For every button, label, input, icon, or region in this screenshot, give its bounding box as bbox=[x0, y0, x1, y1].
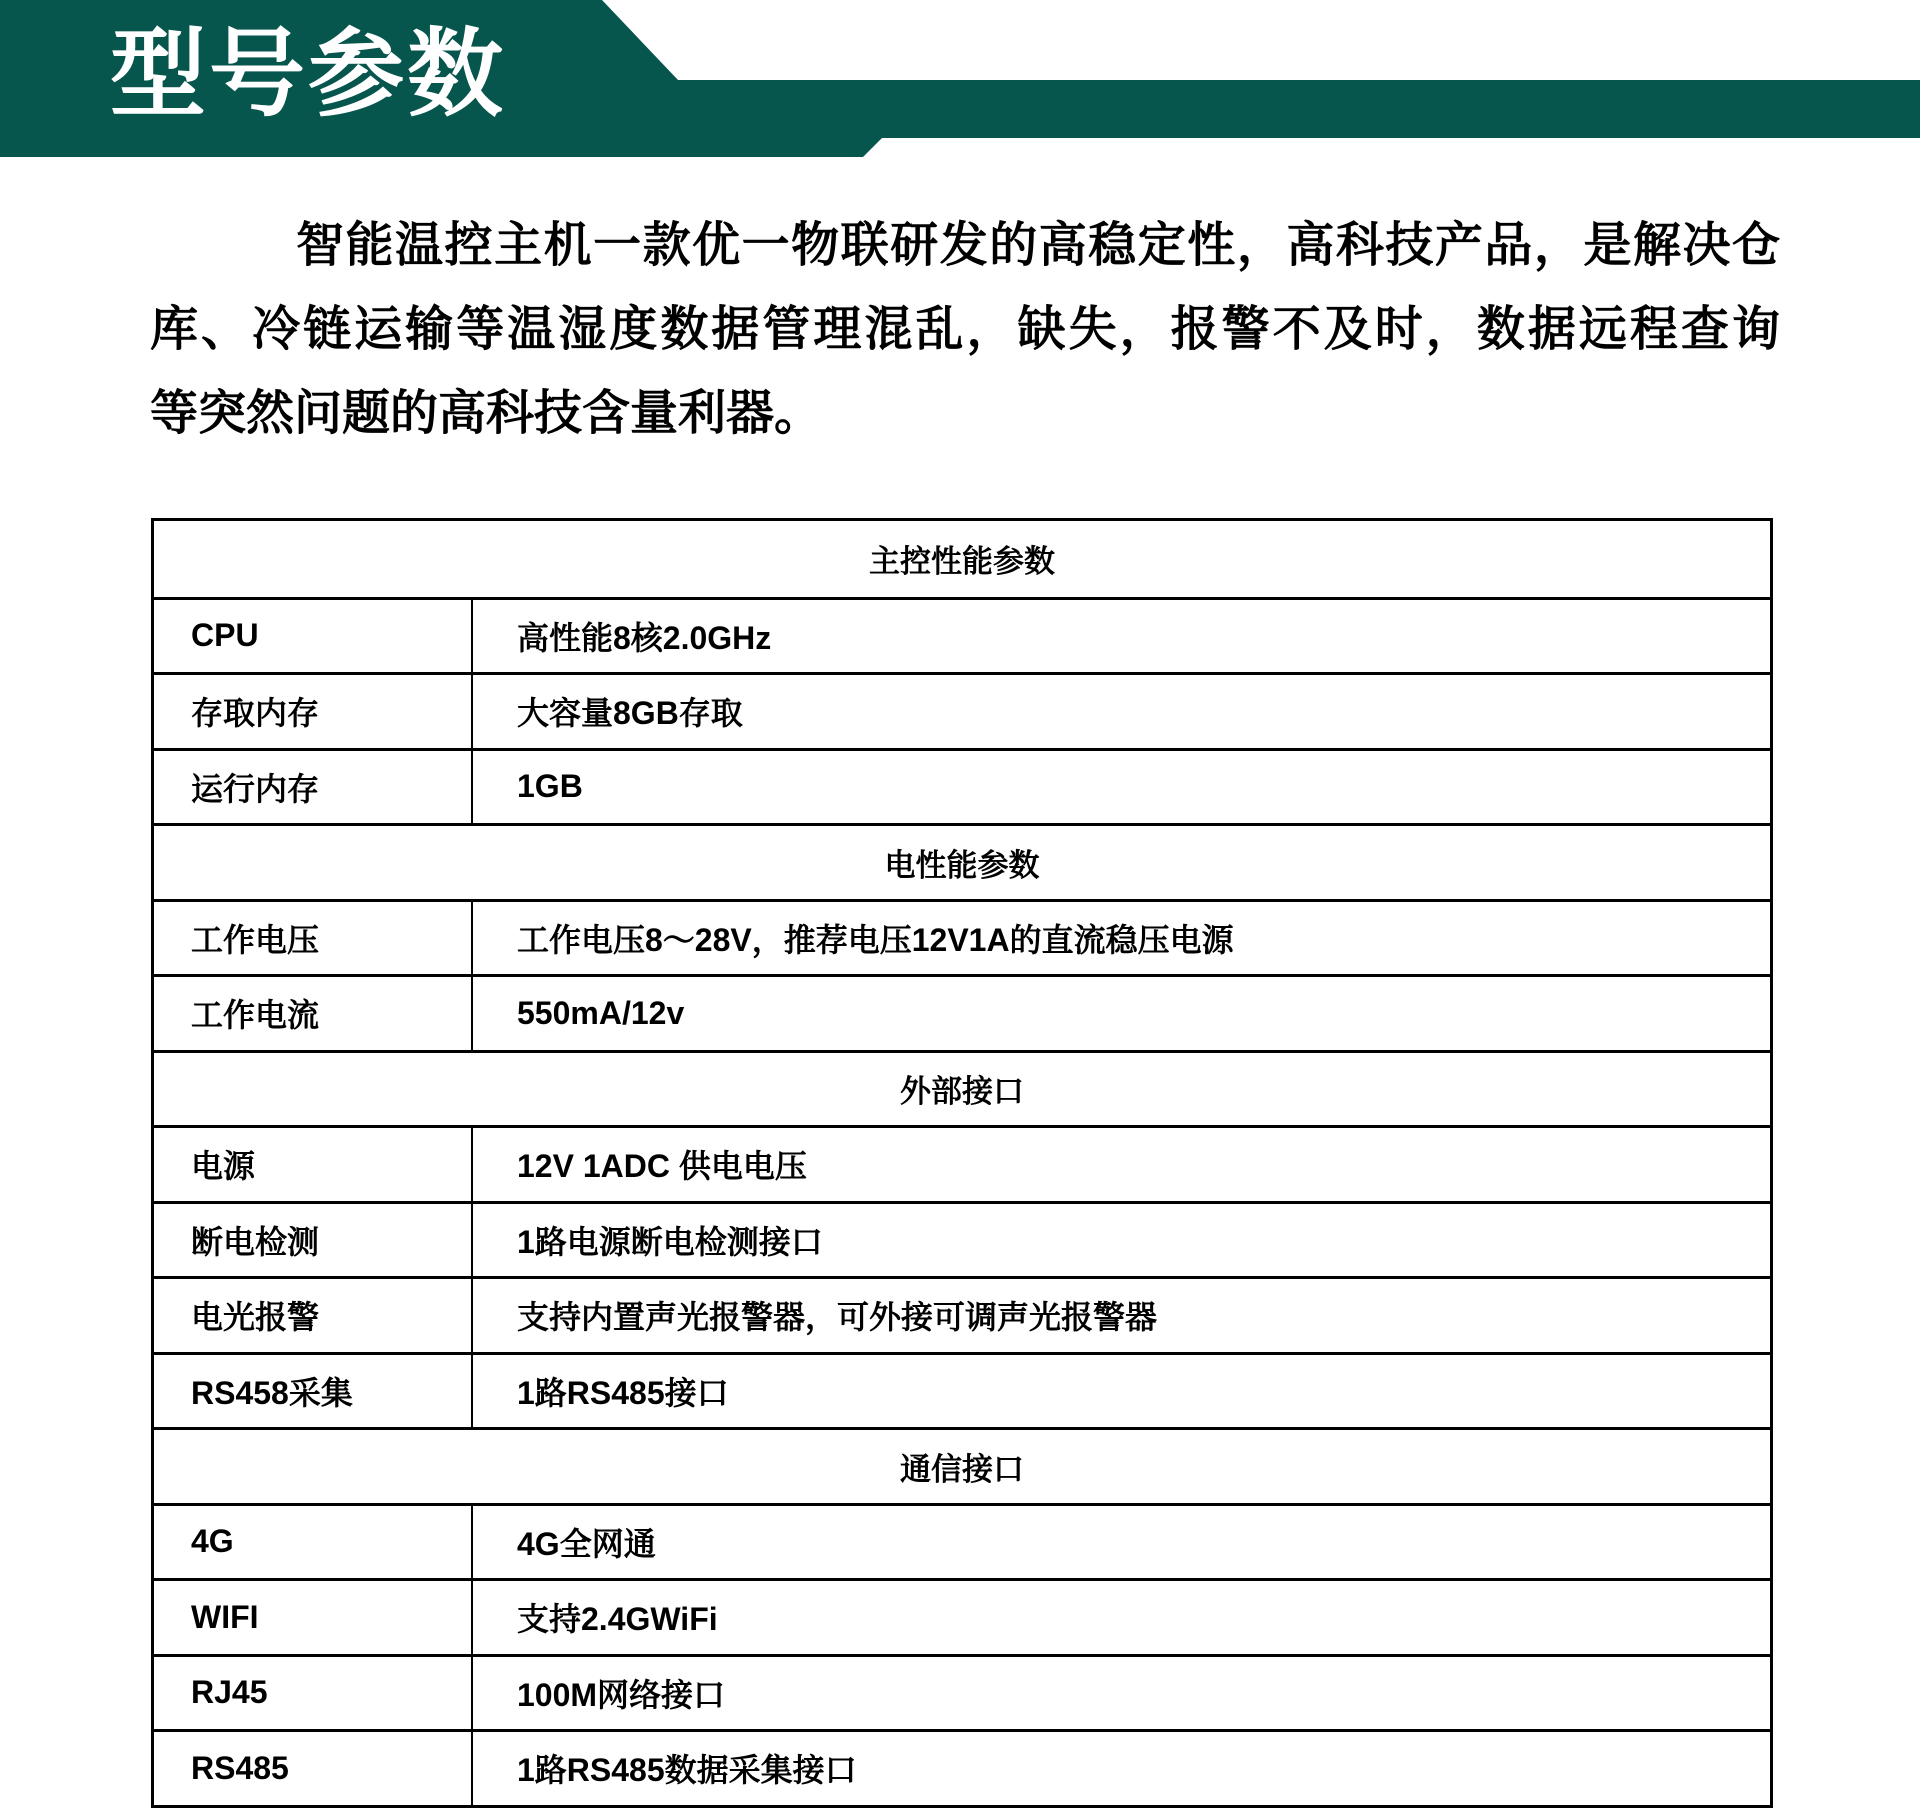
intro-line-2: 库、冷链运输等温湿度数据管理混乱，缺失，报警不及时，数据远程查询 bbox=[150, 303, 1780, 356]
intro-line-3: 等突然问题的高科技含量利器。 bbox=[150, 387, 823, 440]
table-row bbox=[154, 1125, 1770, 1201]
table-section-header-1: 主控性能参数 bbox=[869, 544, 1055, 580]
table-row bbox=[154, 672, 1770, 748]
intro-paragraph bbox=[150, 204, 1780, 456]
page-title: 型号参数 bbox=[110, 21, 506, 128]
spec-value: 工作电压8～28V，推荐电压12V1A的直流稳压电源 bbox=[517, 921, 1234, 958]
spec-value: 1路电源断电检测接口 bbox=[517, 1223, 823, 1260]
spec-value: 大容量8GB存取 bbox=[517, 695, 743, 732]
spec-label: CPU bbox=[154, 600, 473, 673]
spec-value: 550mA/12v bbox=[517, 994, 685, 1031]
table-row bbox=[154, 1201, 1770, 1277]
spec-label: 存取内存 bbox=[154, 675, 473, 748]
spec-label: 4G bbox=[154, 1506, 473, 1579]
table-section-header-4: 通信接口 bbox=[154, 1427, 1770, 1503]
spec-label: 运行内存 bbox=[154, 751, 473, 824]
spec-value: 支持内置声光报警器，可外接可调声光报警器 bbox=[517, 1299, 1158, 1336]
table-section-header-2: 电性能参数 bbox=[154, 823, 1770, 899]
spec-value: 1路RS485接口 bbox=[517, 1374, 729, 1411]
table-row bbox=[154, 974, 1770, 1050]
table-row bbox=[154, 1578, 1770, 1654]
spec-value: 1GB bbox=[517, 768, 583, 805]
spec-label: 工作电压 bbox=[154, 902, 473, 975]
spec-label: 电光报警 bbox=[154, 1279, 473, 1352]
table-section-header-3: 外部接口 bbox=[154, 1050, 1770, 1126]
spec-value: 支持2.4GWiFi bbox=[517, 1601, 718, 1638]
spec-label: RS458采集 bbox=[154, 1355, 473, 1428]
table-row bbox=[154, 1729, 1770, 1805]
spec-label: RJ45 bbox=[154, 1657, 473, 1730]
spec-value: 12V 1ADC 供电电压 bbox=[517, 1148, 807, 1185]
table-row bbox=[154, 1503, 1770, 1579]
spec-value: 高性能8核2.0GHz bbox=[517, 619, 772, 656]
spec-label: 工作电流 bbox=[154, 977, 473, 1050]
table-row bbox=[154, 597, 1770, 673]
spec-label: 电源 bbox=[154, 1128, 473, 1201]
spec-label: WIFI bbox=[154, 1581, 473, 1654]
spec-value: 100M网络接口 bbox=[517, 1676, 726, 1713]
spec-value: 1路RS485数据采集接口 bbox=[517, 1752, 857, 1789]
spec-value: 4G全网通 bbox=[517, 1525, 656, 1562]
table-row bbox=[154, 1654, 1770, 1730]
intro-line-1: 智能温控主机一款优一物联研发的高稳定性，高科技产品，是解决仓 bbox=[296, 219, 1780, 272]
table-row bbox=[154, 748, 1770, 824]
spec-label: 断电检测 bbox=[154, 1204, 473, 1277]
spec-label: RS485 bbox=[154, 1732, 473, 1805]
spec-table bbox=[151, 518, 1773, 1808]
table-row bbox=[154, 899, 1770, 975]
table-row bbox=[154, 1276, 1770, 1352]
table-row bbox=[154, 1352, 1770, 1428]
